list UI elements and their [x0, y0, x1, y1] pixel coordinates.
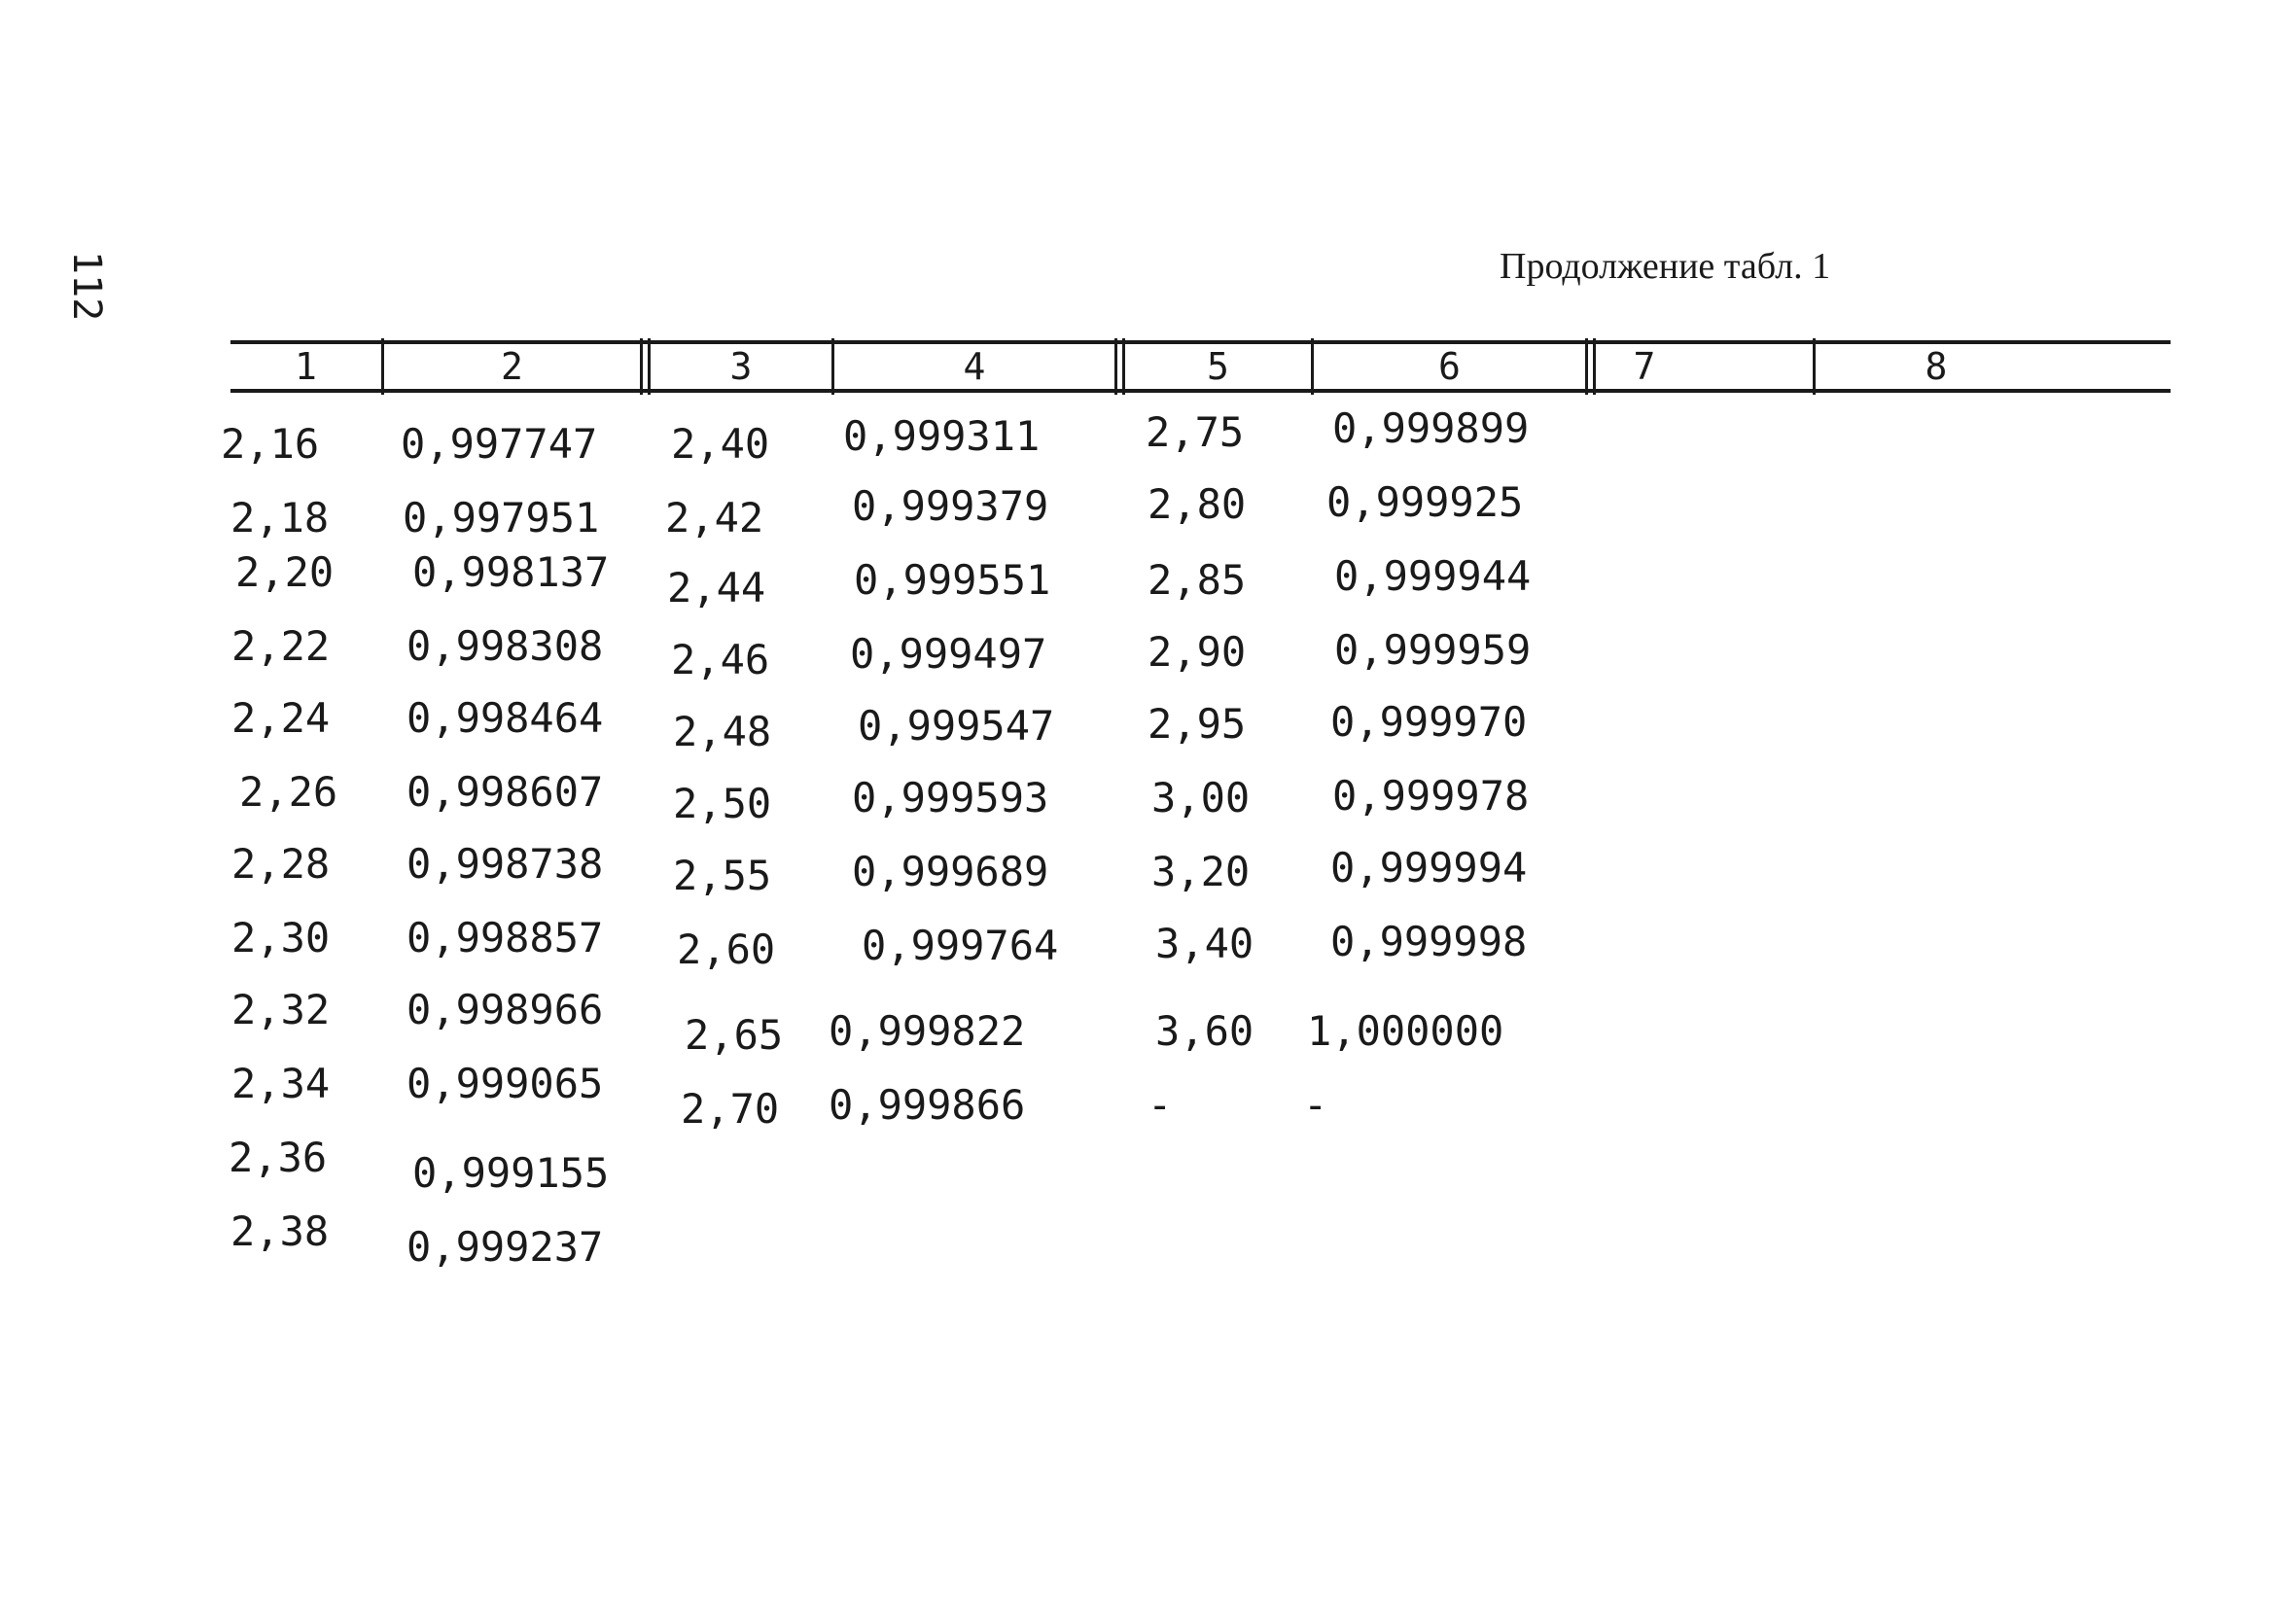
table-cell-col5: -	[1148, 1081, 1173, 1129]
table-cell-col6: 0,999978	[1332, 772, 1530, 820]
header-cell-7: 7	[1633, 345, 1656, 388]
table-cell-col2: 0,997747	[401, 420, 598, 468]
table-cell-col1: 2,20	[235, 548, 335, 596]
table-cell-col2: 0,998738	[406, 840, 604, 888]
table-cell-col1: 2,22	[231, 622, 331, 670]
table-cell-col4: 0,999764	[862, 922, 1059, 969]
column-divider	[640, 338, 643, 395]
table-cell-col4: 0,999551	[854, 556, 1051, 604]
table-cell-col5: 2,95	[1148, 700, 1247, 748]
table-cell-col6: 1,000000	[1307, 1007, 1504, 1055]
table-cell-col4: 0,999379	[852, 482, 1049, 530]
table-cell-col5: 3,20	[1151, 848, 1251, 895]
table-cell-col3: 2,44	[667, 564, 766, 612]
table-cell-col3: 2,70	[681, 1085, 780, 1133]
table-cell-col3: 2,50	[673, 780, 772, 827]
table-cell-col3: 2,46	[671, 636, 770, 683]
table-cell-col5: 3,60	[1155, 1007, 1254, 1055]
table-cell-col3: 2,65	[685, 1011, 784, 1059]
table-cell-col6: 0,999970	[1330, 698, 1528, 746]
table-cell-col1: 2,36	[229, 1134, 328, 1181]
table-cell-col5: 2,80	[1148, 480, 1247, 528]
table-cell-col4: 0,999822	[829, 1007, 1026, 1055]
table-cell-col2: 0,998607	[406, 768, 604, 816]
page-number: 112	[64, 251, 109, 322]
table-cell-col1: 2,24	[231, 694, 331, 742]
table-cell-col6: 0,999925	[1326, 478, 1524, 526]
table-cell-col5: 2,75	[1146, 408, 1245, 456]
header-cell-8: 8	[1925, 345, 1948, 388]
header-bottom-rule	[230, 389, 2171, 393]
header-cell-6: 6	[1438, 345, 1461, 388]
table-cell-col6: 0,999944	[1334, 552, 1532, 600]
header-cell-2: 2	[501, 345, 523, 388]
table-cell-col1: 2,32	[231, 986, 331, 1033]
table-cell-col2: 0,997951	[403, 494, 600, 542]
table-cell-col6: 0,999998	[1330, 918, 1528, 965]
table-cell-col1: 2,28	[231, 840, 331, 888]
header-cell-3: 3	[729, 345, 753, 388]
table-cell-col2: 0,999155	[412, 1149, 610, 1197]
table-cell-col3: 2,60	[677, 926, 776, 973]
table-cell-col2: 0,999237	[406, 1223, 604, 1271]
column-divider	[1585, 338, 1588, 395]
table-cell-col1: 2,16	[221, 420, 320, 468]
table-cell-col3: 2,40	[671, 420, 770, 468]
header-cell-5: 5	[1207, 345, 1229, 388]
table-cell-col1: 2,38	[230, 1207, 330, 1255]
table-cell-col4: 0,999866	[829, 1081, 1026, 1129]
table-cell-col3: 2,48	[673, 708, 772, 755]
table-cell-col1: 2,34	[231, 1060, 331, 1107]
table-cell-col2: 0,998464	[406, 694, 604, 742]
table-cell-col5: 3,40	[1155, 920, 1254, 967]
table-cell-col6: 0,999899	[1332, 404, 1530, 452]
header-cell-4: 4	[963, 345, 986, 388]
table-cell-col5: 2,90	[1148, 628, 1247, 676]
table-cell-col6: 0,999994	[1330, 844, 1528, 891]
table-cell-col6: 0,999959	[1334, 626, 1532, 674]
table-cell-col5: 2,85	[1148, 556, 1247, 604]
table-cell-col2: 0,998308	[406, 622, 604, 670]
table-cell-col4: 0,999311	[843, 412, 1041, 460]
table-caption: Продолжение табл. 1	[1500, 246, 1831, 287]
table-cell-col6: -	[1303, 1081, 1328, 1129]
table-cell-col2: 0,998857	[406, 914, 604, 961]
table-cell-col4: 0,999497	[850, 630, 1047, 678]
table-cell-col2: 0,999065	[406, 1060, 604, 1107]
table-cell-col4: 0,999547	[858, 702, 1055, 750]
column-divider	[1114, 338, 1117, 395]
table-cell-col2: 0,998137	[412, 548, 610, 596]
table-cell-col5: 3,00	[1151, 774, 1251, 821]
table-cell-col1: 2,18	[230, 494, 330, 542]
table-cell-col3: 2,42	[665, 494, 764, 542]
table-cell-col4: 0,999689	[852, 848, 1049, 895]
table-cell-col4: 0,999593	[852, 774, 1049, 821]
header-cell-1: 1	[295, 345, 317, 388]
table-cell-col2: 0,998966	[406, 986, 604, 1033]
table-cell-col1: 2,30	[231, 914, 331, 961]
table-cell-col1: 2,26	[239, 768, 338, 816]
table-cell-col3: 2,55	[673, 852, 772, 899]
